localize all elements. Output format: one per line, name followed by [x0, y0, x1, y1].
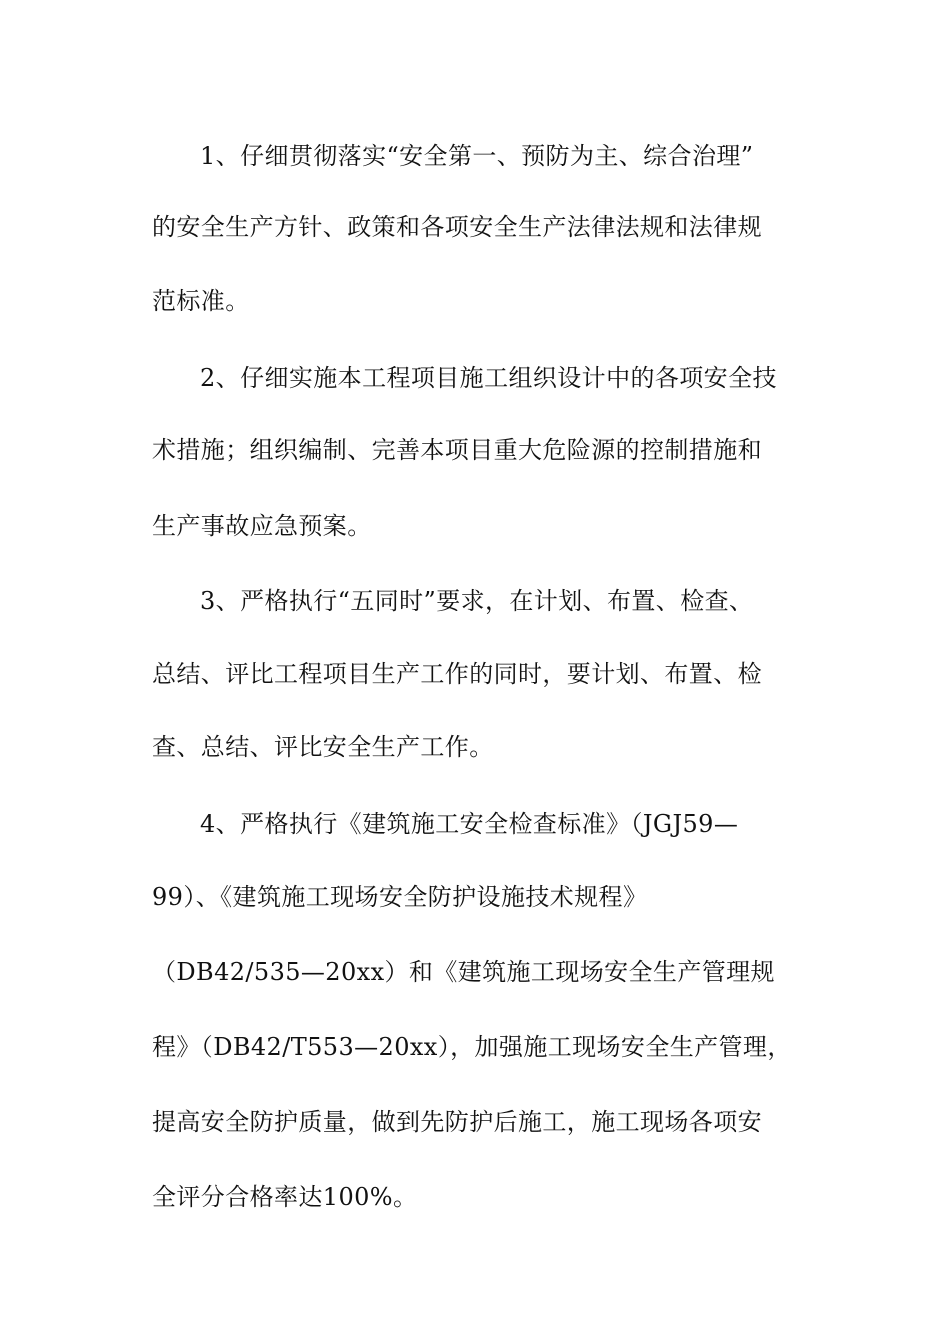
paragraph-1-line-1: 1、仔细贯彻落实“安全第一、预防为主、综合治理” [200, 142, 754, 170]
paragraph-2-line-3: 生产事故应急预案。 [152, 512, 372, 540]
paragraph-2-line-2: 术措施；组织编制、完善本项目重大危险源的控制措施和 [152, 436, 762, 464]
paragraph-1-line-3: 范标准。 [152, 287, 250, 315]
paragraph-3-line-2: 总结、评比工程项目生产工作的同时，要计划、布置、检 [152, 660, 762, 688]
paragraph-4-line-4: 程》（DB42/T553—20xx），加强施工现场安全生产管理， [152, 1033, 792, 1061]
paragraph-4-line-2: 99）、《建筑施工现场安全防护设施技术规程》 [152, 883, 648, 911]
paragraph-4-line-3: （DB42/535—20xx）和《建筑施工现场安全生产管理规 [152, 958, 775, 986]
paragraph-2-line-1: 2、仔细实施本工程项目施工组织设计中的各项安全技 [200, 364, 777, 392]
paragraph-3-line-1: 3、严格执行“五同时”要求，在计划、布置、检查、 [200, 587, 754, 615]
paragraph-3-line-3: 查、总结、评比安全生产工作。 [152, 733, 494, 761]
paragraph-4-line-5: 提高安全防护质量，做到先防护后施工，施工现场各项安 [152, 1108, 762, 1136]
paragraph-1-line-2: 的安全生产方针、政策和各项安全生产法律法规和法律规 [152, 213, 762, 241]
paragraph-4-line-1: 4、严格执行《建筑施工安全检查标准》（JGJ59— [200, 810, 739, 838]
paragraph-4-line-6: 全评分合格率达100%。 [152, 1183, 418, 1211]
